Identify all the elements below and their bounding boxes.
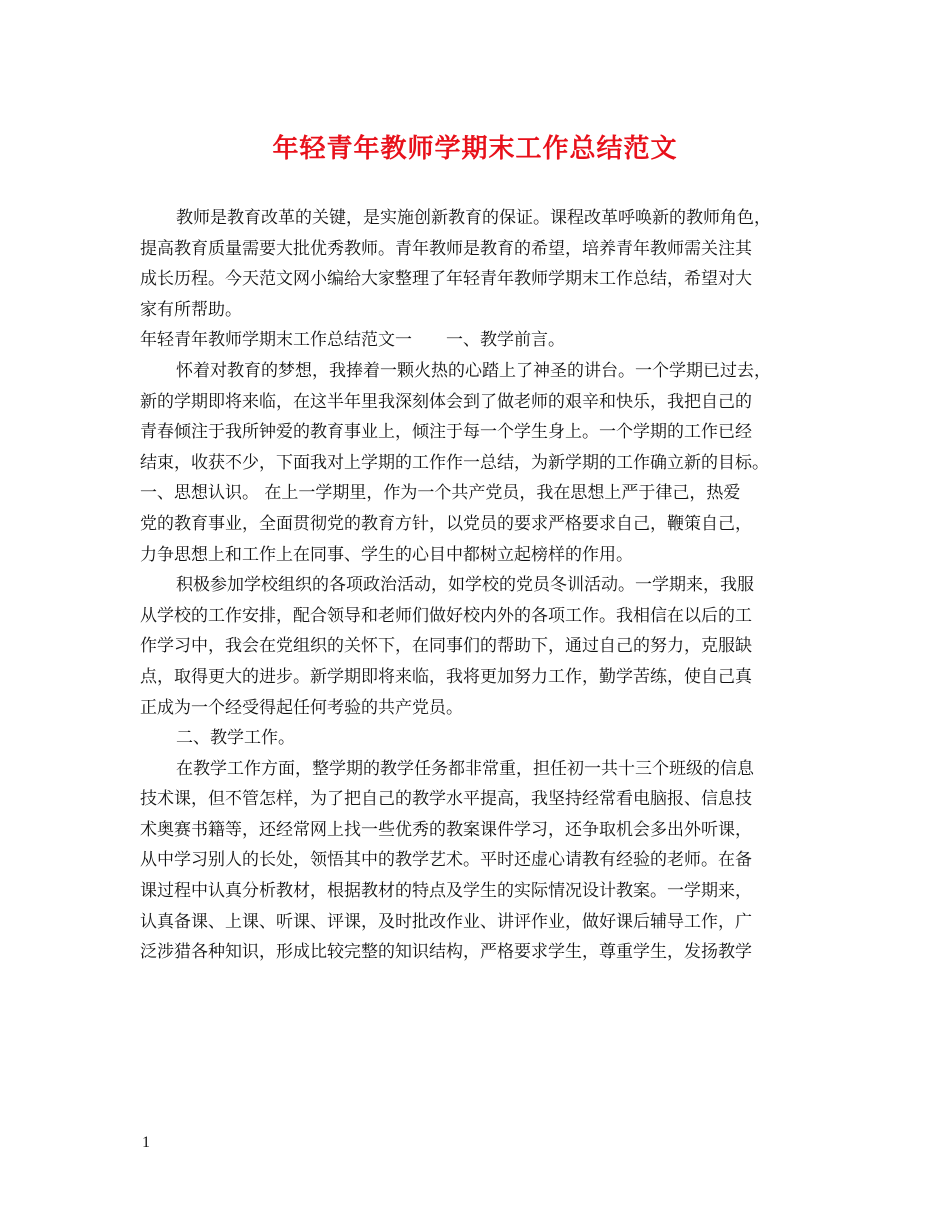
text-line: 点，取得更大的进步。新学期即将来临，我将更加努力工作，勤学苦练，使自己真 — [140, 666, 752, 687]
text-line: 二、教学工作。 — [176, 728, 295, 749]
document-title: 年轻青年教师学期末工作总结范文 — [272, 134, 678, 164]
text-line: 结束，收获不少，下面我对上学期的工作作一总结，为新学期的工作确立新的目标。 — [140, 452, 769, 473]
text-line: 积极参加学校组织的各项政治活动，如学校的党员冬训活动。一学期来，我服 — [176, 575, 754, 596]
text-line: 成长历程。今天范文网小编给大家整理了年轻青年教师学期末工作总结，希望对大 — [140, 269, 752, 290]
text-line: 年轻青年教师学期末工作总结范文一 一、教学前言。 — [140, 330, 565, 351]
text-line: 新的学期即将来临，在这半年里我深刻体会到了做老师的艰辛和快乐，我把自己的 — [140, 391, 752, 412]
text-line: 党的教育事业，全面贯彻党的教育方针，以党员的要求严格要求自己，鞭策自己， — [140, 513, 752, 534]
text-line: 泛涉猎各种知识，形成比较完整的知识结构，严格要求学生，尊重学生，发扬教学 — [140, 942, 752, 963]
text-line: 从学校的工作安排，配合领导和老师们做好校内外的各项工作。我相信在以后的工 — [140, 605, 752, 626]
text-line: 在教学工作方面，整学期的教学任务都非常重，担任初一共十三个班级的信息 — [176, 758, 754, 779]
text-line: 力争思想上和工作上在同事、学生的心目中都树立起榜样的作用。 — [140, 544, 633, 565]
text-line: 教师是教育改革的关键，是实施创新教育的保证。课程改革呼唤新的教师角色， — [176, 208, 771, 228]
text-line: 正成为一个经受得起任何考验的共产党员。 — [140, 697, 463, 718]
text-line: 怀着对教育的梦想，我捧着一颗火热的心踏上了神圣的讲台。一个学期已过去， — [176, 360, 771, 381]
text-line: 提高教育质量需要大批优秀教师。青年教师是教育的希望，培养青年教师需关注其 — [140, 238, 752, 259]
page-number: 1 — [142, 1134, 150, 1151]
text-line: 技术课，但不管怎样，为了把自己的教学水平提高，我坚持经常看电脑报、信息技 — [140, 789, 752, 810]
text-line: 青春倾注于我所钟爱的教育事业上，倾注于每一个学生身上。一个学期的工作已经 — [140, 422, 752, 443]
text-line: 一、思想认识。 在上一学期里，作为一个共产党员，我在思想上严于律己，热爱 — [140, 483, 741, 504]
document-body — [140, 203, 825, 968]
text-line: 课过程中认真分析教材，根据教材的特点及学生的实际情况设计教案。一学期来， — [140, 881, 752, 902]
text-line: 从中学习别人的长处，领悟其中的教学艺术。平时还虚心请教有经验的老师。在备 — [140, 850, 752, 871]
text-line: 家有所帮助。 — [140, 299, 242, 320]
text-line: 认真备课、上课、听课、评课，及时批改作业、讲评作业，做好课后辅导工作，广 — [140, 911, 752, 932]
text-line: 术奥赛书籍等，还经常网上找一些优秀的教案课件学习，还争取机会多出外听课， — [140, 819, 752, 840]
text-line: 作学习中，我会在党组织的关怀下，在同事们的帮助下，通过自己的努力，克服缺 — [140, 636, 752, 657]
